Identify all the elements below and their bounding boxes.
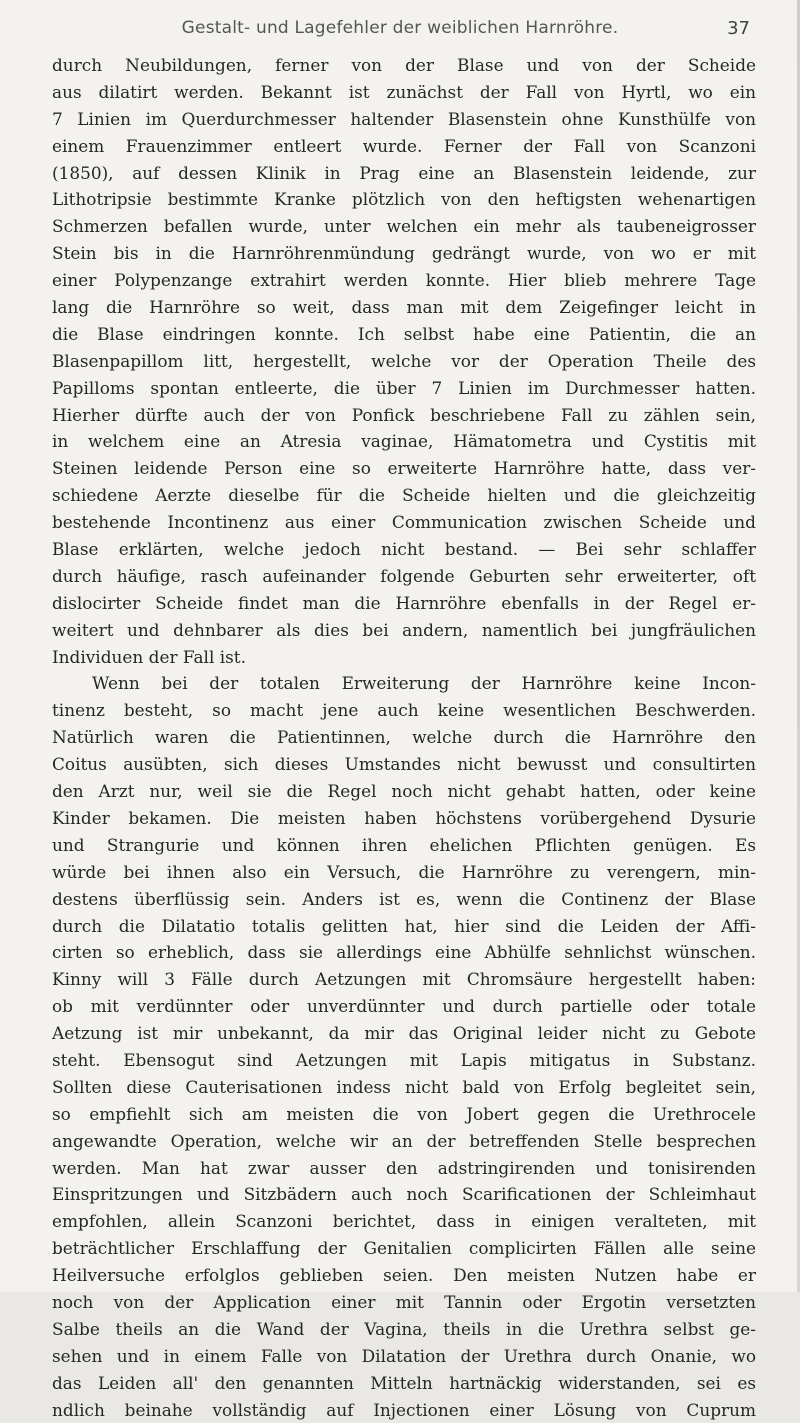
text-line: Coitus ausübten, sich dieses Umstandes nicht bewusst und consultirten (52, 754, 756, 775)
text-line: Papilloms spontan entleerte, die über 7 Linien im Durchmesser hatten. (52, 377, 756, 398)
running-head: Gestalt- und Lagefehler der weiblichen Harnröhre. (181, 18, 619, 38)
text-line: einem Frauenzimmer entleert wurde. Ferner der Fall von Scanzoni (52, 135, 756, 156)
text-line: tinenz besteht, so macht jene auch keine wesentlichen Beschwerden. (52, 700, 756, 721)
text-line: Blase erklärten, welche jedoch nicht bestand. — Bei sehr schlaffer (52, 539, 756, 560)
text-line: (1850), auf dessen Klinik in Prag eine an Blasenstein leidende, zur (52, 162, 756, 183)
text-line: Kinny will 3 Fälle durch Aetzungen mit Chromsäure hergestellt haben: (52, 969, 756, 990)
text-line: Salbe theils an die Wand der Vagina, theils in die Urethra selbst ge- (52, 1318, 756, 1339)
text-line: Individuen der Fall ist. (52, 646, 246, 667)
text-line: Einspritzungen und Sitzbädern auch noch Scarificationen der Schleimhaut (52, 1184, 756, 1205)
text-line: bestehende Incontinenz aus einer Communication zwischen Scheide und (52, 512, 756, 533)
text-line: aus dilatirt werden. Bekannt ist zunächst der Fall von Hyrtl, wo ein (52, 81, 756, 102)
page-number: 37 (727, 18, 750, 39)
text-line: steht. Ebensogut sind Aetzungen mit Lapis mitigatus in Substanz. (52, 1049, 756, 1070)
text-line: Stein bis in die Harnröhrenmündung gedrängt wurde, von wo er mit (52, 243, 756, 264)
text-line: das Leiden all' den genannten Mitteln hartnäckig widerstanden, sei es (52, 1372, 756, 1393)
text-line: den Arzt nur, weil sie die Regel noch nicht gehabt hatten, oder keine (52, 781, 756, 802)
body-text (52, 52, 756, 1423)
text-line: weitert und dehnbarer als dies bei andern, namentlich bei jungfräulichen (52, 619, 756, 640)
text-line: ob mit verdünnter oder unverdünnter und durch partielle oder totale (52, 996, 756, 1017)
text-line: Heilversuche erfolglos geblieben seien. Den meisten Nutzen habe er (52, 1265, 756, 1286)
text-line: Hierher dürfte auch der von Ponfick beschriebene Fall zu zählen sein, (52, 404, 756, 425)
text-line: und Strangurie und können ihren ehelichen Pflichten genügen. Es (52, 834, 756, 855)
page-header (50, 18, 750, 46)
text-line: Blasenpapillom litt, hergestellt, welche vor der Operation Theile des (52, 350, 756, 371)
paragraph (52, 670, 756, 1423)
text-line: in welchem eine an Atresia vaginae, Hämatometra und Cystitis mit (52, 431, 756, 452)
text-line: empfohlen, allein Scanzoni berichtet, dass in einigen veralteten, mit (52, 1211, 756, 1232)
text-line: Aetzung ist mir unbekannt, da mir das Original leider nicht zu Gebote (52, 1023, 756, 1044)
text-line: einer Polypenzange extrahirt werden konnte. Hier blieb mehrere Tage (52, 270, 756, 291)
text-line: ndlich beinahe vollständig auf Injectionen einer Lösung von Cuprum (52, 1399, 756, 1420)
text-line: 7 Linien im Querdurchmesser haltender Blasenstein ohne Kunsthülfe von (52, 108, 756, 129)
text-line: Wenn bei der totalen Erweiterung der Harnröhre keine Incon- (92, 673, 756, 694)
text-line: Schmerzen befallen wurde, unter welchen ein mehr als taubeneigrosser (52, 216, 756, 237)
text-line: würde bei ihnen also ein Versuch, die Harnröhre zu verengern, min- (52, 861, 756, 882)
text-line: durch die Dilatatio totalis gelitten hat, hier sind die Leiden der Affi- (52, 915, 756, 936)
text-line: dislocirter Scheide findet man die Harnröhre ebenfalls in der Regel er- (52, 592, 756, 613)
text-line: schiedene Aerzte dieselbe für die Scheide hielten und die gleichzeitig (52, 485, 756, 506)
text-line: Steinen leidende Person eine so erweiterte Harnröhre hatte, dass ver- (52, 458, 756, 479)
text-line: beträchtlicher Erschlaffung der Genitalien complicirten Fällen alle seine (52, 1238, 756, 1259)
text-line: durch häufige, rasch aufeinander folgende Geburten sehr erweiterter, oft (52, 565, 756, 586)
text-line: die Blase eindringen konnte. Ich selbst habe eine Patientin, die an (52, 323, 756, 344)
text-line: noch von der Application einer mit Tannin oder Ergotin versetzten (52, 1291, 756, 1312)
text-line: angewandte Operation, welche wir an der betreffenden Stelle besprechen (52, 1130, 756, 1151)
text-line: Lithotripsie bestimmte Kranke plötzlich von den heftigsten wehenartigen (52, 189, 756, 210)
text-line: Natürlich waren die Patientinnen, welche durch die Harnröhre den (52, 727, 756, 748)
text-line: destens überflüssig sein. Anders ist es, wenn die Continenz der Blase (52, 888, 756, 909)
paragraph (52, 52, 756, 670)
text-line: Kinder bekamen. Die meisten haben höchstens vorübergehend Dysurie (52, 807, 756, 828)
text-line: cirten so erheblich, dass sie allerdings eine Abhülfe sehnlichst wünschen. (52, 942, 756, 963)
text-line: durch Neubildungen, ferner von der Blase und von der Scheide (52, 55, 756, 75)
text-line: sehen und in einem Falle von Dilatation der Urethra durch Onanie, wo (52, 1345, 756, 1366)
text-line: werden. Man hat zwar ausser den adstringirenden und tonisirenden (52, 1157, 756, 1178)
text-line: so empfiehlt sich am meisten die von Jobert gegen die Urethrocele (52, 1103, 756, 1124)
text-line: lang die Harnröhre so weit, dass man mit dem Zeigefinger leicht in (52, 297, 756, 318)
text-line: Sollten diese Cauterisationen indess nicht bald von Erfolg begleitet sein, (52, 1076, 756, 1097)
